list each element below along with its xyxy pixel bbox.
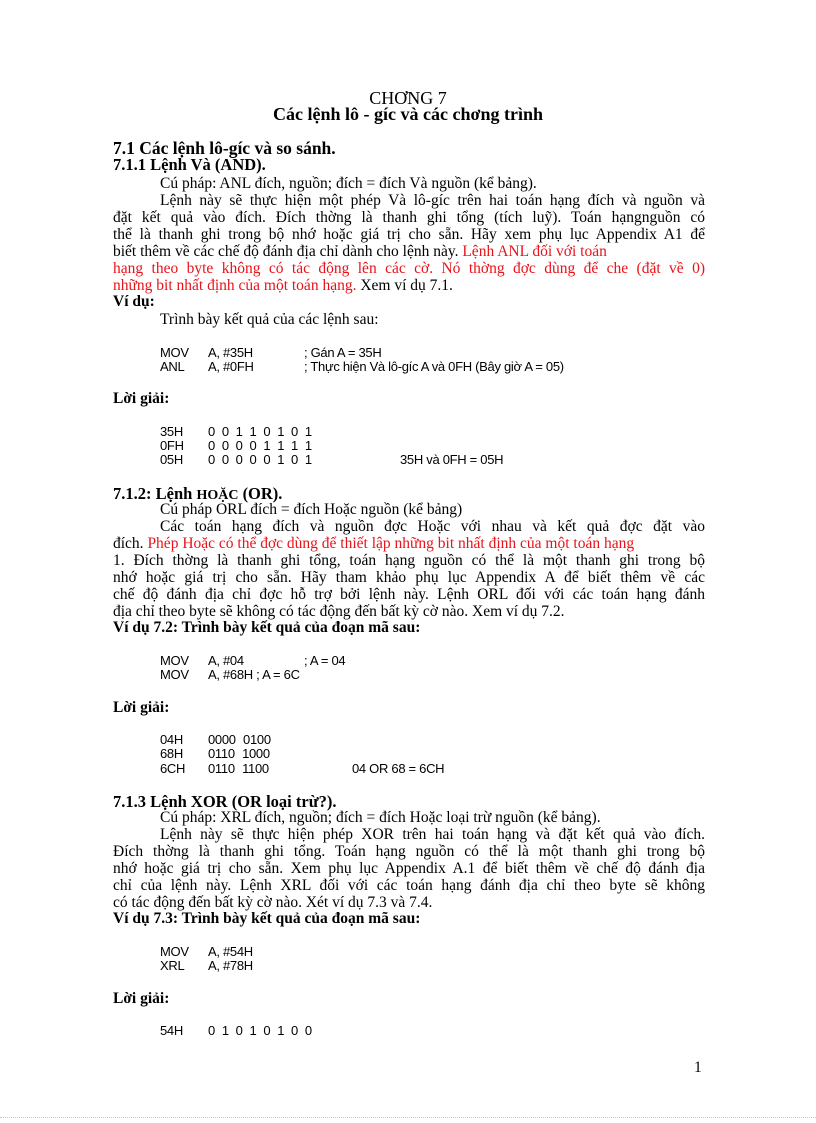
xor-syntax: Cú pháp: XRL đích, nguồn; đích = đích Hoặc loại trừ nguồn (kể bảng). <box>160 809 601 826</box>
solution-bits: 0110 1000 <box>208 746 270 761</box>
and-see-example: Xem ví dụ 7.1. <box>360 277 453 294</box>
code-arg: A, #35H <box>208 345 253 360</box>
code-arg: A, #68H ; A = 6C <box>208 667 300 682</box>
subsection-heading-and: 7.1.1 Lệnh Và (AND). <box>113 155 266 174</box>
code-arg: A, #0FH <box>208 359 254 374</box>
xor-example-line <box>113 910 420 927</box>
subsection-heading-xor: 7.1.3 Lệnh XOR (OR loại trừ?). <box>113 792 337 811</box>
or-para-line-mixed <box>113 535 705 552</box>
code-op: ANL <box>160 359 185 374</box>
or-para-line: địa chỉ theo byte sẽ không có tác động đến bất kỳ cờ nào. Xem ví dụ 7.2. <box>113 603 565 620</box>
xor-para-line: Đích thờng là thanh ghi tổng. Toán hạng nguồn có thể là một thanh ghi trong bộ <box>113 843 705 860</box>
solution-hex: 54H <box>160 1023 183 1038</box>
or-para-line: Các toán hạng đích và nguồn đợc Hoặc với nhau và kết quả đợc đặt vào <box>160 518 705 535</box>
solution-bits: 0 0 1 1 0 1 0 1 <box>208 424 314 439</box>
example-text: Trình bày kết quả của đoạn mã sau: <box>178 910 421 927</box>
or-para-line: chế độ đánh địa chỉ đợc hỗ trợ bởi lệnh này. Lệnh ORL đối với các toán hạng đánh <box>113 586 705 603</box>
or-para-line: 1. Đích thờng là thanh ghi tổng, toán hạng nguồn có thể là một thanh ghi trong bộ <box>113 552 705 569</box>
example-label: Ví dụ 7.2: <box>113 619 179 636</box>
solution-hex: 04H <box>160 732 183 747</box>
and-para-line-mixed <box>113 243 705 260</box>
example-text: Trình bày kết quả của đoạn mã sau: <box>178 619 421 636</box>
code-comment: ; A = 04 <box>304 653 346 668</box>
solution-label: Lời giải: <box>113 699 170 716</box>
code-op: XRL <box>160 958 185 973</box>
and-para-line: biết thêm về các chế độ đánh địa chỉ dành cho lệnh này. <box>113 243 459 260</box>
solution-hex: 05H <box>160 452 183 467</box>
solution-hex: 0FH <box>160 438 184 453</box>
and-red-note: Lệnh ANL đối với toán <box>462 243 607 260</box>
xor-para-line: nhớ hoặc giá trị cho sẵn. Xem phụ lục Appendix A.1 để biết thêm về chế độ đánh địa <box>113 860 705 877</box>
xor-para-line: có tác động đến bất kỳ cờ nào. Xét ví dụ 7.3 và 7.4. <box>113 894 433 911</box>
chapter-title: Các lệnh lô - gíc và các chơng trình <box>273 104 543 124</box>
solution-label: Lời giải: <box>113 390 170 407</box>
code-arg: A, #54H <box>208 944 253 959</box>
and-para-line: Lệnh này sẽ thực hiện một phép Và lô-gíc trên hai toán hạng đích và nguồn và <box>160 192 705 209</box>
solution-bits: 0000 0100 <box>208 732 271 747</box>
section-heading: 7.1 Các lệnh lô-gíc và so sánh. <box>113 138 336 158</box>
example-label: Ví dụ: <box>113 293 155 310</box>
or-red-note: Phép Hoặc có thể đợc dùng để thiết lập những bit nhất định của một toán hạng <box>147 535 635 552</box>
xor-para-line: chỉ của lệnh này. Lệnh XRL đối với các toán hạng đánh địa chỉ theo byte sẽ không <box>113 877 705 894</box>
and-red-note: những bit nhất định của một toán hạng. <box>113 277 357 294</box>
and-syntax: Cú pháp: ANL đích, nguồn; đích = đích Và nguồn (kể bảng). <box>160 175 537 192</box>
or-para-line: nhớ hoặc giá trị cho sẵn. Hãy tham khảo phụ lục Appendix A để biết thêm về các <box>113 569 705 586</box>
or-para-line: đích. <box>113 535 144 552</box>
example-intro: Trình bày kết quả của các lệnh sau: <box>160 311 379 328</box>
solution-label: Lời giải: <box>113 990 170 1007</box>
solution-note: 35H và 0FH = 05H <box>400 452 504 467</box>
and-para-line: thể là thanh ghi trong bộ nhớ hoặc giá trị cho sẵn. Hãy xem phụ lục Appendix A1 để <box>113 226 705 243</box>
code-op: MOV <box>160 944 189 959</box>
and-red-note: hạng theo byte không có tác động lên các cờ. Nó thờng đợc dùng để che (đặt về 0) <box>113 260 705 277</box>
or-heading-suffix: (OR). <box>238 484 283 503</box>
solution-hex: 6CH <box>160 761 186 776</box>
and-red-note-last <box>113 277 453 294</box>
solution-hex: 68H <box>160 746 183 761</box>
or-heading-word: HOẶC <box>196 488 239 503</box>
solution-bits: 0 0 0 0 0 1 0 1 <box>208 452 314 467</box>
solution-note: 04 OR 68 = 6CH <box>352 761 445 776</box>
code-comment: ; Gán A = 35H <box>304 345 382 360</box>
xor-para-line: Lệnh này sẽ thực hiện phép XOR trên hai toán hạng và đặt kết quả vào đích. <box>160 826 705 843</box>
chapter-number: CHƠNG 7 <box>369 88 447 108</box>
example-label: Ví dụ 7.3: <box>113 910 179 927</box>
solution-bits: 0110 1100 <box>208 761 269 776</box>
page-number: 1 <box>694 1059 702 1076</box>
code-arg: A, #78H <box>208 958 253 973</box>
solution-hex: 35H <box>160 424 183 439</box>
or-heading-prefix: 7.1.2: Lệnh <box>113 484 197 503</box>
code-op: MOV <box>160 667 189 682</box>
code-op: MOV <box>160 345 189 360</box>
code-op: MOV <box>160 653 189 668</box>
page-bottom-divider <box>0 1117 816 1118</box>
or-syntax: Cú pháp ORL đích = đích Hoặc nguồn (kể bảng) <box>160 501 463 518</box>
solution-bits: 0 1 0 1 0 1 0 0 <box>208 1023 314 1038</box>
or-example-line <box>113 619 420 636</box>
and-para-line: đặt kết quả vào đích. Đích thờng là thanh ghi tổng (tích luỹ). Toán hạngnguồn có <box>113 209 705 226</box>
code-arg: A, #04 <box>208 653 244 668</box>
solution-bits: 0 0 0 0 1 1 1 1 <box>208 438 314 453</box>
code-comment: ; Thực hiện Và lô-gíc A và 0FH (Bây giờ A = 05) <box>304 359 564 374</box>
